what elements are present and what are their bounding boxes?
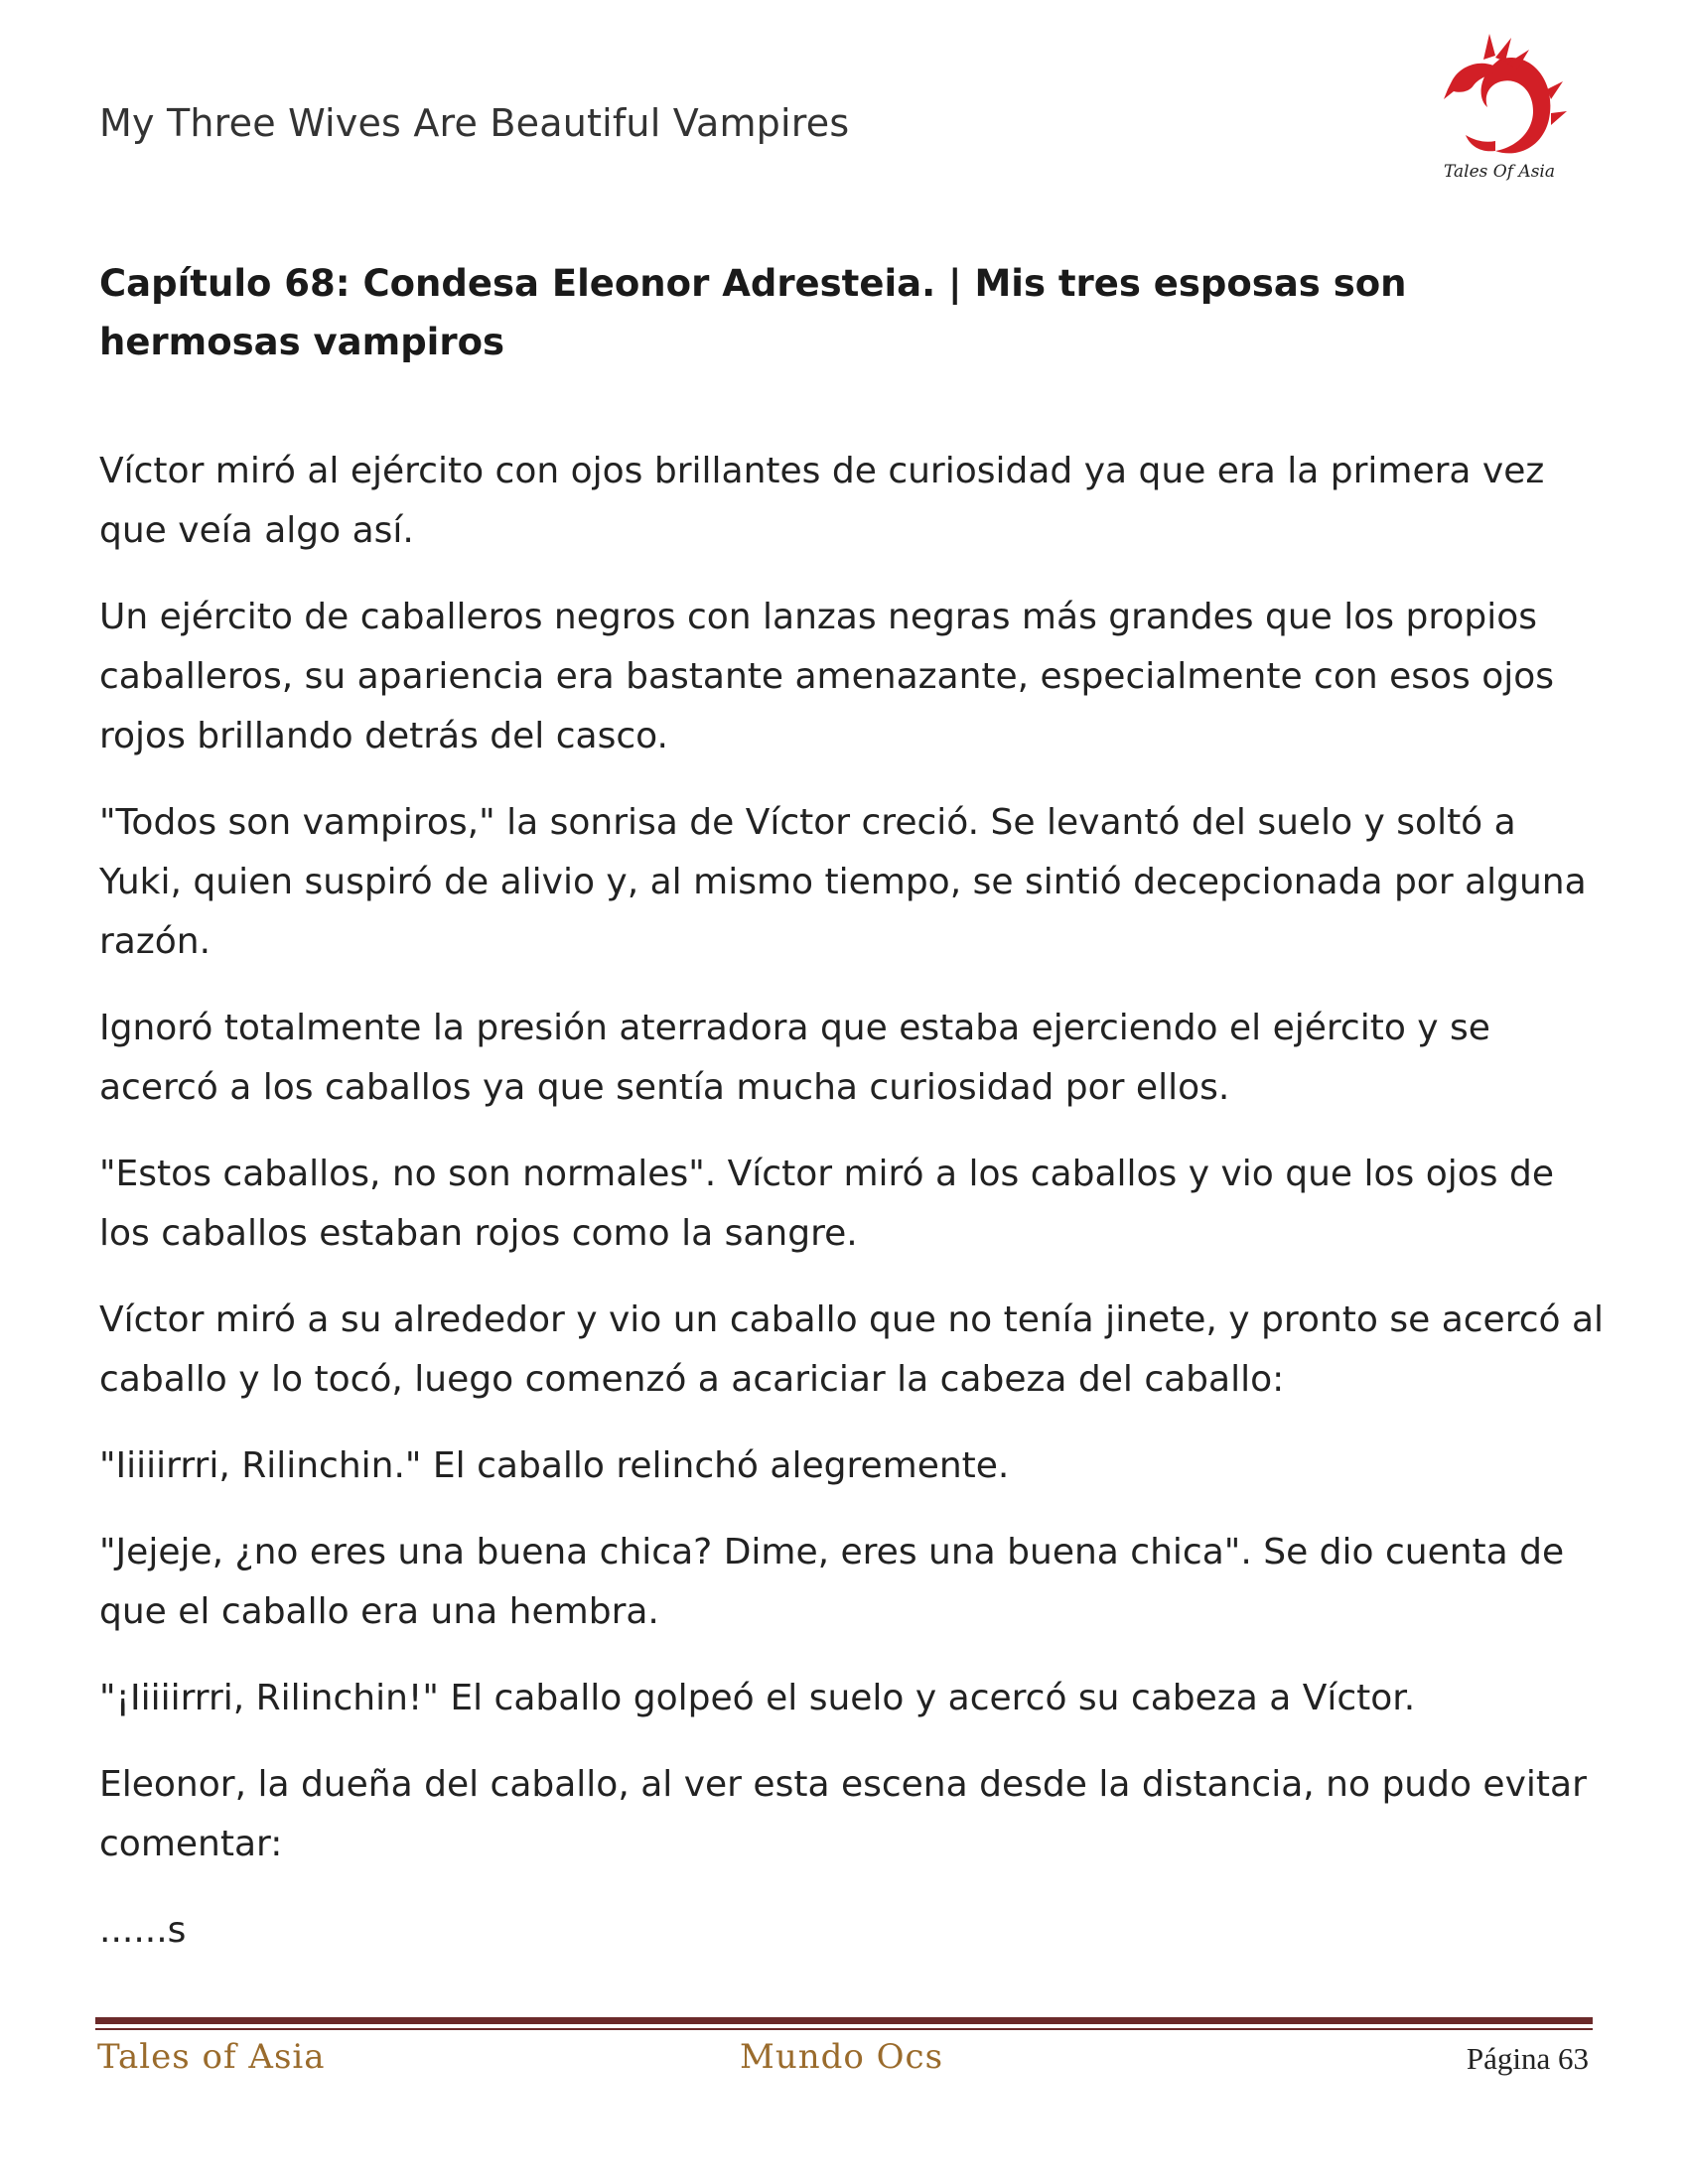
paragraph: Eleonor, la dueña del caballo, al ver esta escena desde la distancia, no pudo evitar comentar: bbox=[99, 1764, 1587, 1864]
tales-of-asia-logo bbox=[1430, 20, 1569, 184]
paragraph: Víctor miró al ejército con ojos brillantes de curiosidad ya que era la primera vez que veía algo así. bbox=[99, 451, 1545, 551]
paragraph: "Estos caballos, no son normales". Víctor miró a los caballos y vio que los ojos de los caballos estaban rojos como la sangre. bbox=[99, 1154, 1554, 1254]
paragraph: "¡Iiiiirrri, Rilinchin!" El caballo golpeó el suelo y acercó su cabeza a Víctor. bbox=[99, 1678, 1416, 1718]
paragraph: "Jejeje, ¿no eres una buena chica? Dime, eres una buena chica". Se dio cuenta de que el caballo era una hembra. bbox=[99, 1532, 1565, 1632]
paragraph: "Iiiiirrri, Rilinchin." El caballo relinchó alegremente. bbox=[99, 1445, 1010, 1486]
paragraph: Un ejército de caballeros negros con lanzas negras más grandes que los propios caballeros, su apariencia era bastante amenazante, especialmente con esos ojos rojos brillando detrás del casco. bbox=[99, 597, 1555, 756]
footer-group-name: Mundo Ocs bbox=[740, 2037, 944, 2077]
footer-site-name: Tales of Asia bbox=[97, 2037, 326, 2077]
paragraph: Víctor miró a su alrededor y vio un caballo que no tenía jinete, y pronto se acercó al caballo y lo tocó, luego comenzó a acariciar la cabeza del caballo: bbox=[99, 1299, 1605, 1400]
footer-divider bbox=[95, 2017, 1593, 2024]
svg-text:Tales Of Asia: Tales Of Asia bbox=[1444, 162, 1555, 182]
page-number: Página 63 bbox=[1466, 2041, 1589, 2076]
chapter-body bbox=[99, 442, 1609, 1987]
dragon-logo-icon bbox=[1430, 20, 1569, 184]
chapter-title: Capítulo 68: Condesa Eleonor Adresteia. | Mis tres esposas son hermosas vampiros bbox=[99, 262, 1407, 363]
paragraph: "Todos son vampiros," la sonrisa de Víctor creció. Se levantó del suelo y soltó a Yuki, quien suspiró de alivio y, al mismo tiempo, se sintió decepcionada por alguna razón. bbox=[99, 802, 1587, 962]
footer-divider-thin bbox=[95, 2028, 1593, 2030]
paragraph: ......s bbox=[99, 1910, 187, 1951]
paragraph: Ignoró totalmente la presión aterradora que estaba ejerciendo el ejército y se acercó a los caballos ya que sentía mucha curiosidad por ellos. bbox=[99, 1008, 1490, 1108]
book-title: My Three Wives Are Beautiful Vampires bbox=[99, 101, 850, 145]
